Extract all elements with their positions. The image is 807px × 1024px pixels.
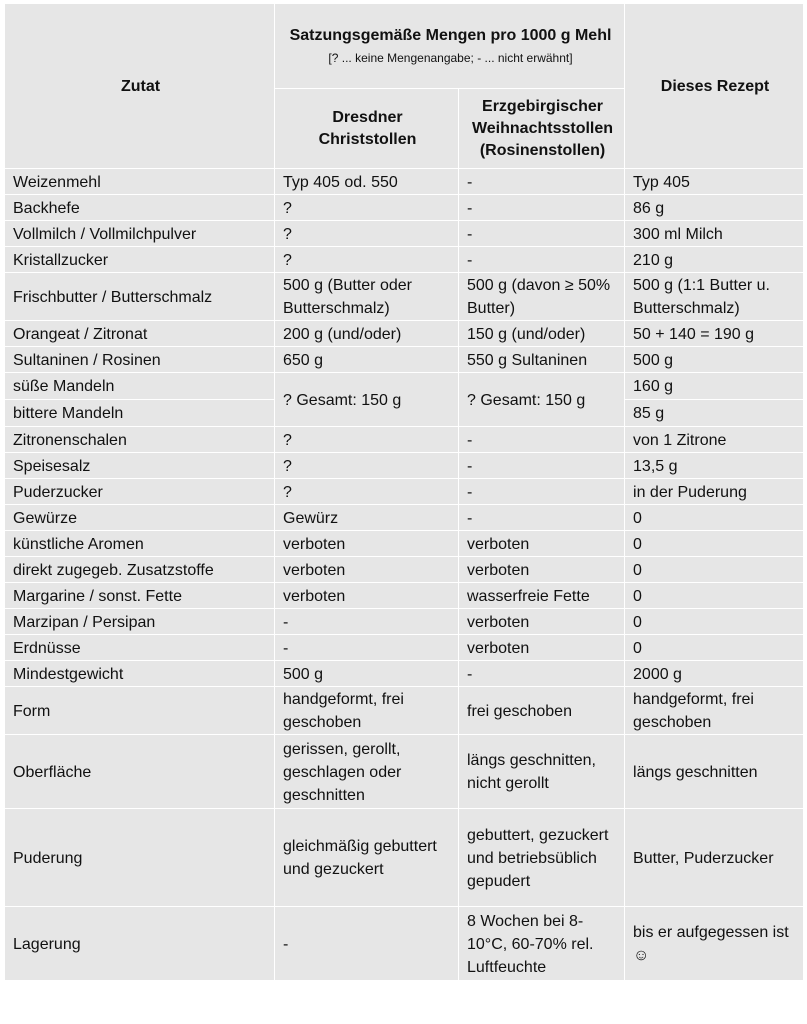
- row-name: Frischbutter / Butterschmalz: [5, 273, 275, 321]
- table-row: [5, 907, 804, 981]
- cell-rezept: von 1 Zitrone: [625, 427, 804, 453]
- cell-erzgebirge: längs geschnitten, nicht gerollt: [459, 735, 625, 809]
- cell-rezept: 500 g (1:1 Butter u. Butterschmalz): [625, 273, 804, 321]
- cell-rezept: 0: [625, 635, 804, 661]
- row-name: Backhefe: [5, 195, 275, 221]
- cell-erzgebirge: -: [459, 169, 625, 195]
- header-dresdner: Dresdner Christstollen: [275, 89, 459, 169]
- cell-dresdner: 500 g: [275, 661, 459, 687]
- cell-erzgebirge: 550 g Sultaninen: [459, 347, 625, 373]
- row-name: Marzipan / Persipan: [5, 609, 275, 635]
- table-row: [5, 609, 804, 635]
- row-name: künstliche Aromen: [5, 531, 275, 557]
- cell-rezept: 0: [625, 505, 804, 531]
- table-row: [5, 321, 804, 347]
- cell-erzgebirge: verboten: [459, 531, 625, 557]
- table-row: [5, 427, 804, 453]
- table-row: [5, 347, 804, 373]
- table-row: [5, 373, 804, 400]
- table-row: [5, 195, 804, 221]
- cell-erzgebirge: 8 Wochen bei 8-10°C, 60-70% rel. Luftfeuchte: [459, 907, 625, 981]
- cell-dresdner: -: [275, 907, 459, 981]
- cell-dresdner: -: [275, 609, 459, 635]
- cell-rezept: 86 g: [625, 195, 804, 221]
- cell-dresdner: gerissen, gerollt, geschlagen oder geschnitten: [275, 735, 459, 809]
- cell-rezept: 0: [625, 531, 804, 557]
- cell-rezept: 160 g: [625, 373, 804, 400]
- table-row: [5, 687, 804, 735]
- cell-rezept: 13,5 g: [625, 453, 804, 479]
- row-name: Puderung: [5, 809, 275, 907]
- cell-dresdner: handgeformt, frei geschoben: [275, 687, 459, 735]
- cell-dresdner: ?: [275, 221, 459, 247]
- cell-erzgebirge: verboten: [459, 557, 625, 583]
- table-row: [5, 635, 804, 661]
- cell-dresdner: ?: [275, 195, 459, 221]
- table-row: [5, 583, 804, 609]
- row-name: Sultaninen / Rosinen: [5, 347, 275, 373]
- cell-erzgebirge: 500 g (davon ≥ 50% Butter): [459, 273, 625, 321]
- cell-dresdner: verboten: [275, 531, 459, 557]
- table-row: [5, 735, 804, 809]
- cell-rezept: in der Puderung: [625, 479, 804, 505]
- row-name: Orangeat / Zitronat: [5, 321, 275, 347]
- cell-rezept: 2000 g: [625, 661, 804, 687]
- row-name: Margarine / sonst. Fette: [5, 583, 275, 609]
- table-row: [5, 169, 804, 195]
- cell-dresdner: -: [275, 635, 459, 661]
- row-name: Weizenmehl: [5, 169, 275, 195]
- cell-rezept: 0: [625, 557, 804, 583]
- table-row: [5, 247, 804, 273]
- row-name: bittere Mandeln: [5, 400, 275, 427]
- row-name: Form: [5, 687, 275, 735]
- cell-dresdner: Gewürz: [275, 505, 459, 531]
- header-dieses-rezept: Dieses Rezept: [625, 4, 804, 169]
- cell-erzgebirge: -: [459, 195, 625, 221]
- row-name: süße Mandeln: [5, 373, 275, 400]
- table-row: [5, 505, 804, 531]
- cell-rezept: 85 g: [625, 400, 804, 427]
- cell-erzgebirge: -: [459, 247, 625, 273]
- header-group-title: Satzungsgemäße Mengen pro 1000 g Mehl: [289, 27, 612, 44]
- cell-dresdner: 500 g (Butter oder Butterschmalz): [275, 273, 459, 321]
- cell-erzgebirge: -: [459, 505, 625, 531]
- cell-dresdner: ?: [275, 453, 459, 479]
- table-row: [5, 273, 804, 321]
- cell-rezept: 50 + 140 = 190 g: [625, 321, 804, 347]
- cell-dresdner: verboten: [275, 557, 459, 583]
- stollen-comparison-table-wrapper: [4, 3, 803, 981]
- row-name: Erdnüsse: [5, 635, 275, 661]
- row-name: Zitronenschalen: [5, 427, 275, 453]
- row-name: Puderzucker: [5, 479, 275, 505]
- header-row-1: [5, 4, 804, 89]
- cell-erzgebirge: -: [459, 221, 625, 247]
- cell-rezept: 0: [625, 583, 804, 609]
- cell-dresdner: 200 g (und/oder): [275, 321, 459, 347]
- cell-rezept: 500 g: [625, 347, 804, 373]
- cell-rezept: 210 g: [625, 247, 804, 273]
- cell-erzgebirge: frei geschoben: [459, 687, 625, 735]
- cell-dresdner: ?: [275, 479, 459, 505]
- table-row: [5, 661, 804, 687]
- cell-dresdner: ? Gesamt: 150 g: [275, 373, 459, 427]
- table-row: [5, 453, 804, 479]
- cell-rezept: handgeformt, frei geschoben: [625, 687, 804, 735]
- cell-dresdner: verboten: [275, 583, 459, 609]
- header-erzgebirge: Erzgebirgischer Weihnachtsstollen (Rosinenstollen): [459, 89, 625, 169]
- table-row: [5, 531, 804, 557]
- cell-erzgebirge: -: [459, 453, 625, 479]
- cell-rezept: Butter, Puderzucker: [625, 809, 804, 907]
- cell-erzgebirge: -: [459, 479, 625, 505]
- row-name: Gewürze: [5, 505, 275, 531]
- row-name: Speisesalz: [5, 453, 275, 479]
- cell-rezept: 0: [625, 609, 804, 635]
- cell-erzgebirge: -: [459, 427, 625, 453]
- row-name: Mindestgewicht: [5, 661, 275, 687]
- header-group-note: [? ... keine Mengenangabe; - ... nicht erwähnt]: [328, 51, 573, 65]
- cell-dresdner: ?: [275, 427, 459, 453]
- cell-erzgebirge: 150 g (und/oder): [459, 321, 625, 347]
- table-row: [5, 809, 804, 907]
- cell-dresdner: ?: [275, 247, 459, 273]
- cell-erzgebirge: gebuttert, gezuckert und betriebsüblich gepudert: [459, 809, 625, 907]
- table-row: [5, 557, 804, 583]
- row-name: Kristallzucker: [5, 247, 275, 273]
- row-name: Lagerung: [5, 907, 275, 981]
- cell-erzgebirge: ? Gesamt: 150 g: [459, 373, 625, 427]
- row-name: Vollmilch / Vollmilchpulver: [5, 221, 275, 247]
- cell-erzgebirge: wasserfreie Fette: [459, 583, 625, 609]
- table-row: [5, 479, 804, 505]
- cell-rezept: 300 ml Milch: [625, 221, 804, 247]
- cell-erzgebirge: verboten: [459, 635, 625, 661]
- table-row: [5, 221, 804, 247]
- cell-dresdner: gleichmäßig gebuttert und gezuckert: [275, 809, 459, 907]
- cell-rezept: bis er aufgegessen ist ☺: [625, 907, 804, 981]
- cell-erzgebirge: verboten: [459, 609, 625, 635]
- cell-dresdner: 650 g: [275, 347, 459, 373]
- cell-erzgebirge: -: [459, 661, 625, 687]
- header-zutat: Zutat: [5, 4, 275, 169]
- row-name: Oberfläche: [5, 735, 275, 809]
- cell-rezept: Typ 405: [625, 169, 804, 195]
- cell-dresdner: Typ 405 od. 550: [275, 169, 459, 195]
- row-name: direkt zugegeb. Zusatzstoffe: [5, 557, 275, 583]
- cell-rezept: längs geschnitten: [625, 735, 804, 809]
- stollen-comparison-table: [4, 3, 804, 981]
- header-group: [275, 4, 625, 89]
